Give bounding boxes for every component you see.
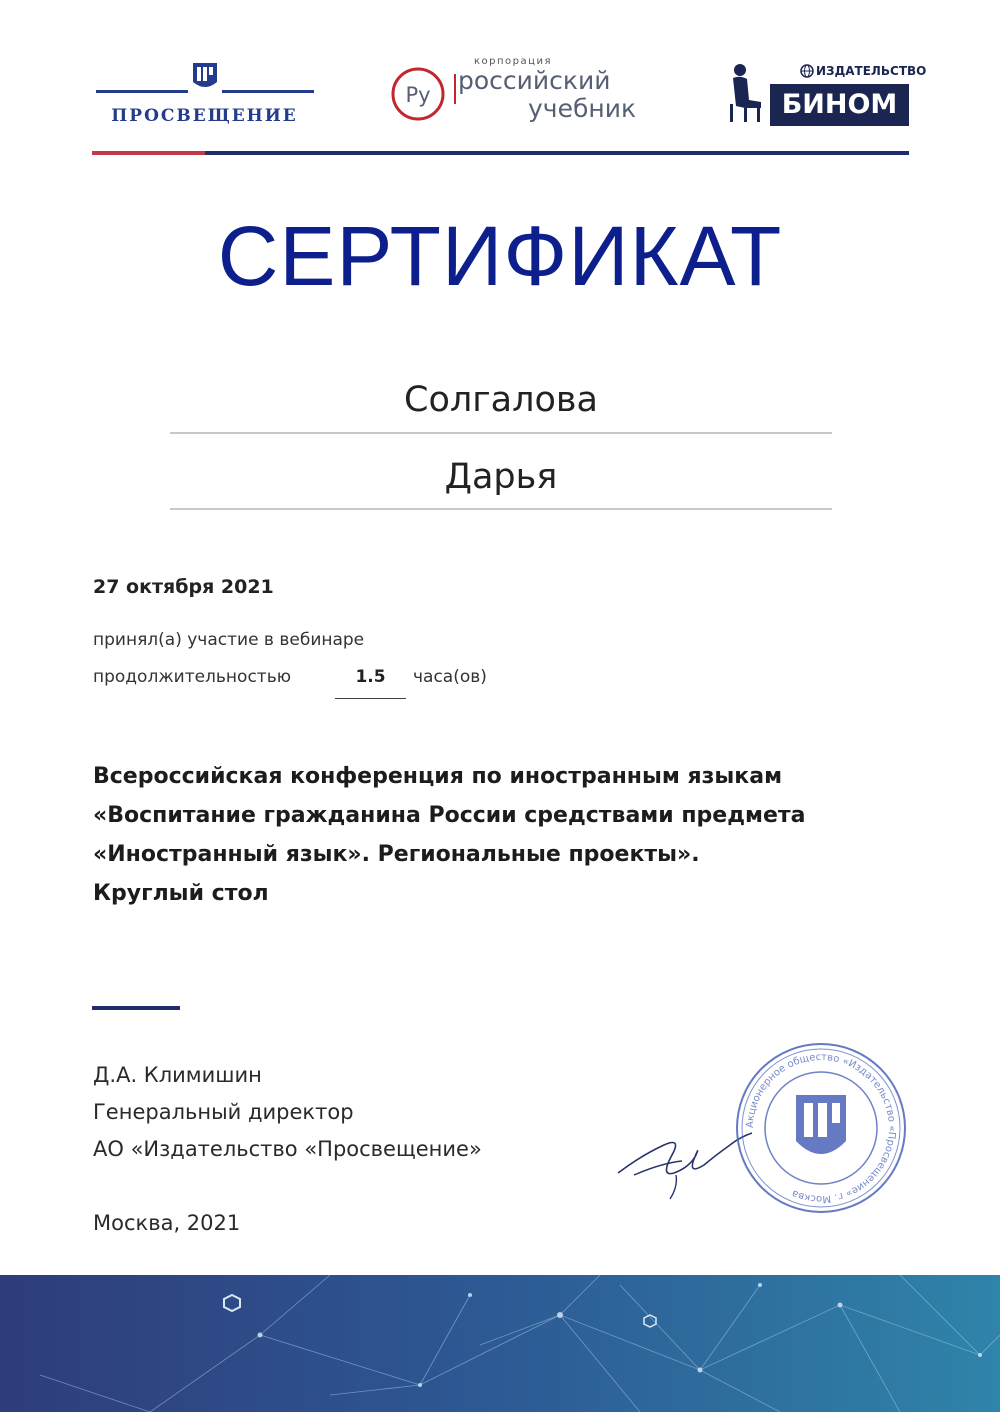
stamp-ring-text: Акционерное общество «Издательство «Просвещение» г. Москва	[744, 1051, 898, 1205]
prosveshchenie-logo-icon	[192, 62, 218, 92]
rossiyskiy-uchebnik-logo	[390, 50, 660, 130]
recipient-first-name: Дарья	[444, 457, 558, 497]
event-date: 27 октября 2021	[93, 576, 274, 598]
decorative-network-band	[0, 1275, 1000, 1412]
logo-mid-line2: учебник	[528, 94, 637, 123]
first-name-underline	[170, 508, 832, 510]
duration-label: продолжительностью	[93, 667, 292, 687]
prosveshchenie-logo	[92, 62, 317, 132]
prosveshchenie-logo-text: ПРОСВЕЩЕНИЕ	[111, 106, 298, 126]
duration-underline	[335, 698, 406, 699]
signatory-organization: АО «Издательство «Просвещение»	[93, 1137, 482, 1161]
duration-value: 1.5	[355, 667, 386, 687]
event-title-line: Круглый стол	[93, 881, 269, 906]
binom-logo	[720, 60, 927, 130]
header-divider-red	[92, 151, 205, 155]
signatory-name: Д.А. Климишин	[93, 1063, 262, 1087]
recipient-surname: Солгалова	[404, 380, 598, 420]
participation-text: принял(а) участие в вебинаре	[93, 630, 365, 650]
event-title	[93, 757, 933, 913]
logo-right-top: ИЗДАТЕЛЬСТВО	[816, 64, 927, 78]
seated-figure-icon	[724, 62, 766, 124]
surname-underline	[170, 432, 832, 434]
official-stamp	[734, 1041, 908, 1215]
duration-unit: часа(ов)	[413, 667, 487, 687]
event-title-line: «Воспитание гражданина России средствами предмета	[93, 803, 806, 828]
ru-mark-text: Ру	[405, 83, 431, 107]
event-title-line: Всероссийская конференция по иностранным языкам	[93, 764, 783, 789]
signature-divider	[92, 1006, 180, 1010]
ru-circle-icon	[390, 66, 446, 122]
header-divider-blue	[205, 151, 909, 155]
logo-mid-line1: российский	[458, 66, 611, 95]
event-title-line: «Иностранный язык». Региональные проекты».	[93, 842, 700, 867]
logo-right-box: БИНОМ	[770, 84, 909, 126]
globe-icon	[800, 64, 814, 78]
logo-mid-small: корпорация	[474, 56, 552, 67]
certificate-title: СЕРТИФИКАТ	[217, 209, 783, 303]
signatory-position: Генеральный директор	[93, 1100, 354, 1124]
place-year: Москва, 2021	[93, 1211, 241, 1235]
